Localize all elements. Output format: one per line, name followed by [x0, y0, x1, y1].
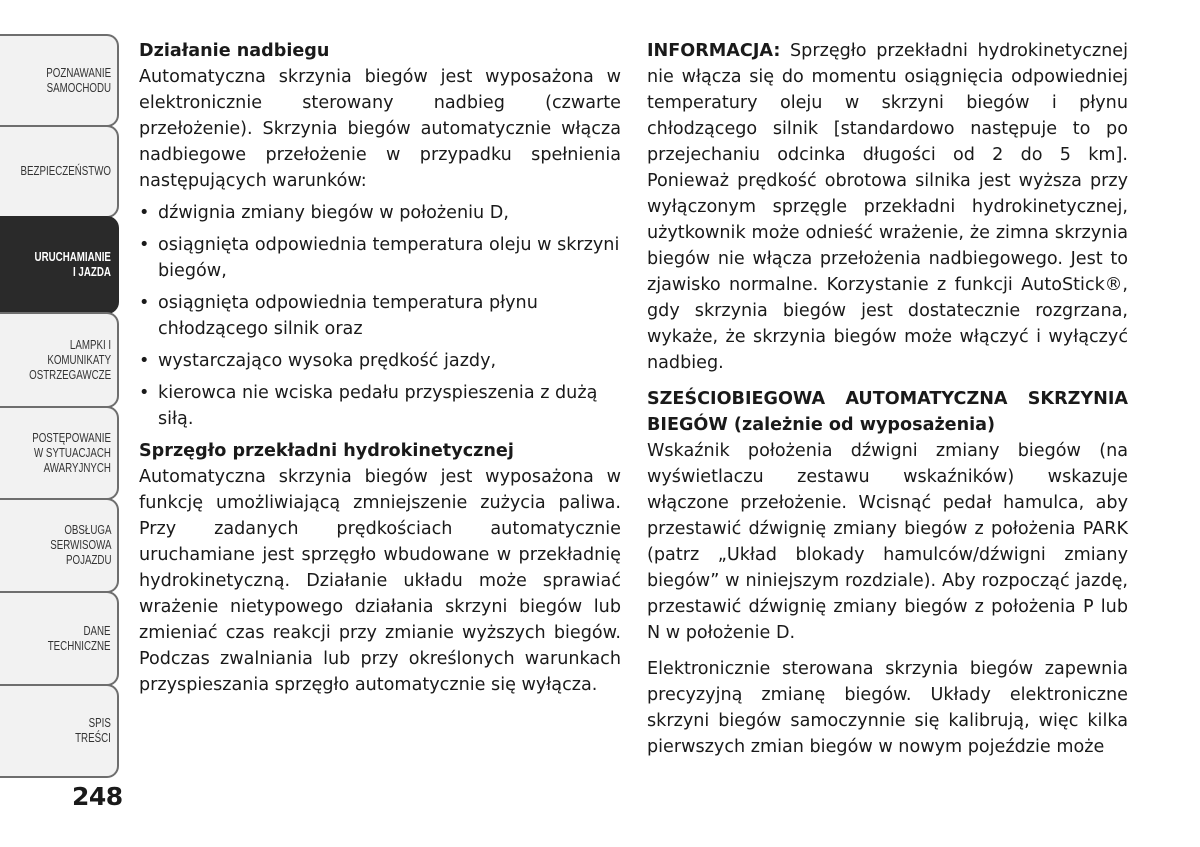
- list-item: • osiągnięta odpowiednia temperatura płynu chłodzącego silnik oraz: [139, 290, 621, 342]
- tab-postepowanie-awaryjne[interactable]: [0, 406, 119, 500]
- paragraph-torque-converter: Automatyczna skrzynia biegów jest wyposażona w funkcję umożliwiającą zmniejszenie zużycia paliwa. Przy zadanych prędkościach automatycznie uruchamiane jest sprzęgło wbudowane w przekładnię hydrokinetyczną. Działanie układu może sprawiać wrażenie nietypowego działania skrzyni biegów lub zmieniać czas reakcji przy zmianie wyższych biegów. Podczas zwalniania lub przy określonych warunkach przyspieszania sprzęgło automatycznie się wyłącza.: [139, 467, 621, 695]
- conditions-list: [139, 200, 621, 432]
- tab-label: POSTĘPOWANIE W SYTUACJACH AWARYJNYCH: [32, 430, 112, 475]
- info-label: INFORMACJA:: [647, 41, 781, 61]
- list-item: • dźwignia zmiany biegów w położeniu D,: [139, 200, 621, 226]
- info-text: Sprzęgło przekładni hydrokinetycznej nie włącza się do momentu osiągnięcia odpowiedniej temperatury oleju w skrzyni biegów i płynu chłodzącego silnik [standardowo następuje to po przejechaniu odcinka długości od 2 do 5 km]. Ponieważ prędkość obrotowa silnika jest wyższa przy wyłączonym sprzęgle przekładni hydrokinetycznej, użytkownik może odnieść wrażenie, że zimna skrzynia biegów nie włącza przełożenia nadbiegowego. Jest to zjawisko normalne. Korzystanie z funkcji AutoStick®, gdy skrzynia biegów jest dostatecznie rozgrzana, wykaże, że skrzynia biegów może włączyć i wyłączyć nadbieg.: [647, 41, 1128, 373]
- tab-label: POZNAWANIE SAMOCHODU: [46, 65, 111, 95]
- left-column: [139, 38, 621, 698]
- tab-label: BEZPIECZEŃSTWO: [20, 164, 111, 178]
- tab-label: LAMPKI I KOMUNIKATY OSTRZEGAWCZE: [29, 337, 111, 382]
- tab-obsluga-serwisowa[interactable]: [0, 498, 119, 593]
- tab-label: URUCHAMIANIE I JAZDA: [34, 250, 111, 279]
- heading-overdrive: Działanie nadbiegu: [139, 41, 330, 61]
- paragraph-overdrive: Automatyczna skrzynia biegów jest wyposażona w elektronicznie sterowany nadbieg (czwarte przełożenie). Skrzynia biegów automatycznie włącza nadbiegowe przełożenie w przypadku spełnienia następujących warunków:: [139, 67, 621, 191]
- list-item: • osiągnięta odpowiednia temperatura oleju w skrzyni biegów,: [139, 232, 621, 284]
- list-item: • wystarczająco wysoka prędkość jazdy,: [139, 348, 621, 374]
- paragraph-gear-indicator: Wskaźnik położenia dźwigni zmiany biegów (na wyświetlaczu zestawu wskaźników) wskazuje włączone przełożenie. Wcisnąć pedał hamulca, aby przestawić dźwignię zmiany biegów z położenia PARK (patrz „Układ blokady hamulców/dźwigni zmiany biegów” w niniejszym rozdziale). Aby rozpocząć jazdę, przestawić dźwignię zmiany biegów z położenia P lub N w położenie D.: [647, 441, 1128, 643]
- page-number: 248: [72, 782, 123, 811]
- tab-lampki-i-komunikaty[interactable]: [0, 312, 119, 408]
- tab-bezpieczenstwo[interactable]: [0, 125, 119, 218]
- heading-torque-converter: Sprzęgło przekładni hydrokinetycznej: [139, 441, 514, 461]
- section-note: (zależnie od wyposażenia): [733, 415, 996, 435]
- tab-dane-techniczne[interactable]: [0, 591, 119, 686]
- tab-label: SPIS TREŚCI: [75, 716, 111, 745]
- tab-label: DANE TECHNICZNE: [48, 623, 111, 653]
- tab-spis-tresci[interactable]: [0, 684, 119, 778]
- section-title: SZEŚCIOBIEGOWA AUTOMATYCZNA SKRZYNIA BIEGÓW: [647, 389, 1128, 435]
- info-note: [647, 38, 1128, 376]
- right-column: [647, 38, 1128, 760]
- tab-label: OBSŁUGA SERWISOWA POJAZDU: [49, 523, 111, 567]
- tab-poznawanie-samochodu[interactable]: [0, 34, 119, 127]
- paragraph-electronic-transmission: Elektronicznie sterowana skrzynia biegów zapewnia precyzyjną zmianę biegów. Układy elektroniczne skrzyni biegów samoczynnie się kalibrują, więc kilka pierwszych zmian biegów w nowym pojeździe może: [647, 659, 1128, 757]
- list-item: • kierowca nie wciska pedału przyspieszenia z dużą siłą.: [139, 380, 621, 432]
- section-heading: [647, 386, 1128, 438]
- tab-uruchamianie-i-jazda[interactable]: [0, 216, 119, 314]
